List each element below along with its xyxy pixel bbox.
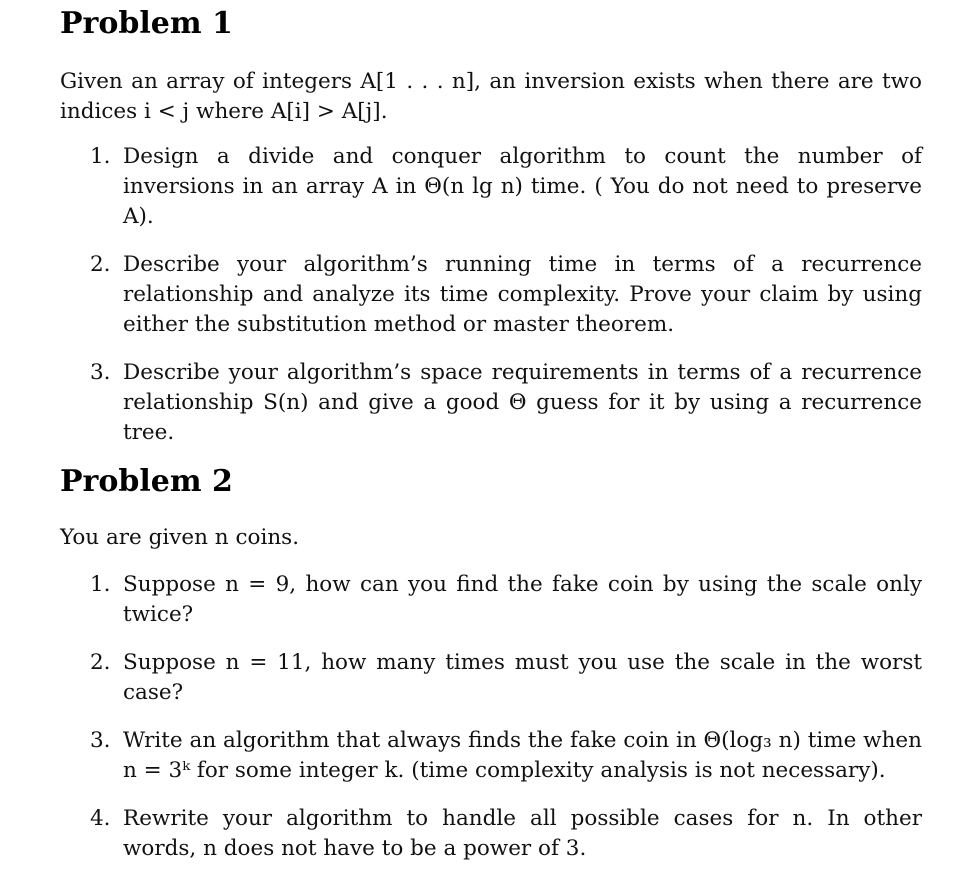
problem-1-intro: Given an array of integers A[1 . . . n], an inversion exists when there are two indices i < j where A[i] > A[j].	[60, 69, 922, 124]
problem-1-item	[60, 142, 922, 232]
problem-2-item	[60, 648, 922, 708]
item-number: 1.	[90, 144, 111, 169]
problem-2-intro: You are given n coins.	[60, 525, 300, 550]
problem-1-item	[60, 358, 922, 448]
item-number: 2.	[90, 252, 111, 277]
item-number: 4.	[90, 806, 111, 831]
problem-2-item	[60, 804, 922, 864]
item-text: Write an algorithm that always finds the fake coin in Θ(log₃ n) time when n = 3ᵏ for some integer k. (time complexity analysis is not necessary).	[123, 728, 922, 783]
item-text: Suppose n = 9, how can you find the fake coin by using the scale only twice?	[123, 572, 922, 627]
problem-2-list	[60, 570, 922, 882]
item-number: 1.	[90, 572, 111, 597]
item-number: 3.	[90, 360, 111, 385]
problem-2-item	[60, 726, 922, 786]
item-text: Describe your algorithm’s space requirements in terms of a recurrence relationship S(n) and give a good Θ guess for it by using a recurrence tree.	[123, 360, 922, 445]
item-number: 3.	[90, 728, 111, 753]
item-text: Suppose n = 11, how many times must you use the scale in the worst case?	[123, 650, 922, 705]
item-text: Design a divide and conquer algorithm to count the number of inversions in an array A in Θ(n lg n) time. ( You do not need to preserve A).	[123, 144, 922, 229]
problem-2-title: Problem 2	[60, 464, 233, 499]
item-number: 2.	[90, 650, 111, 675]
problem-1-title: Problem 1	[60, 6, 233, 41]
item-text: Rewrite your algorithm to handle all possible cases for n. In other words, n does not have to be a power of 3.	[123, 806, 922, 861]
problem-1-item	[60, 250, 922, 340]
item-text: Describe your algorithm’s running time in terms of a recurrence relationship and analyze its time complexity. Prove your claim by using either the substitution method or master theorem.	[123, 252, 922, 337]
problem-1-list	[60, 142, 922, 466]
problem-2-item	[60, 570, 922, 630]
